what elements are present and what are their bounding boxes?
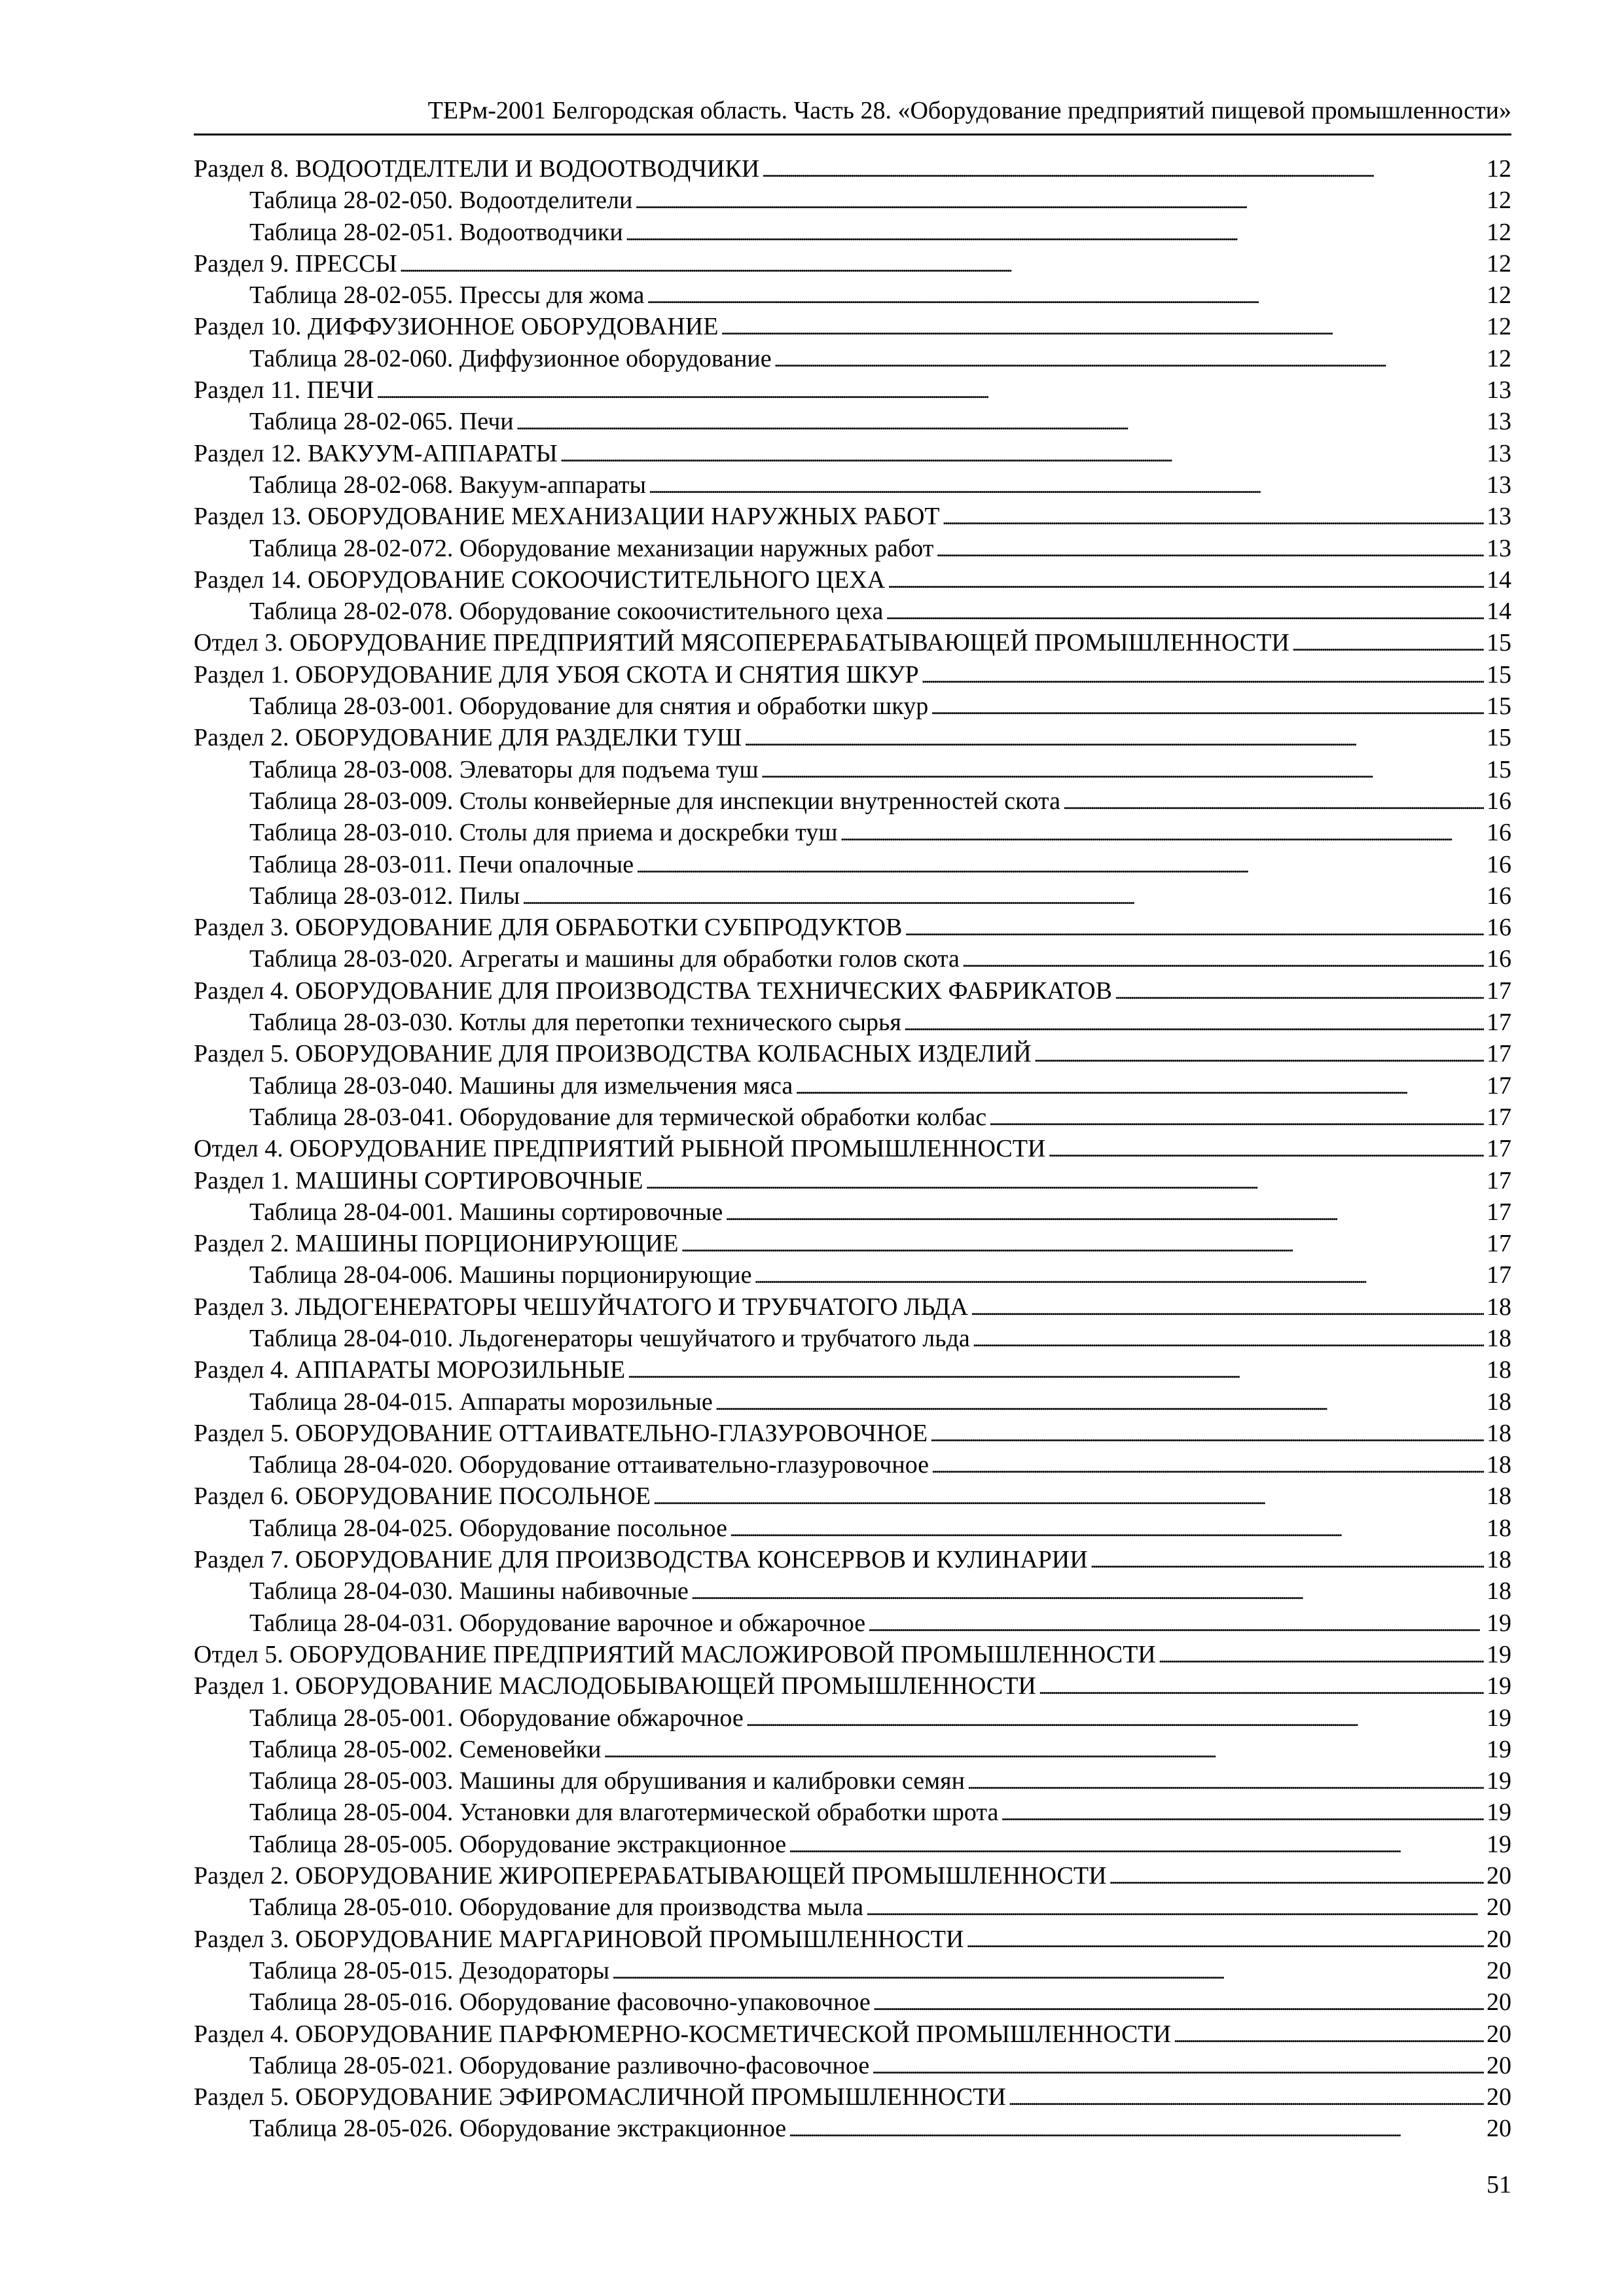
dot-leader [762, 153, 1484, 185]
toc-entry-page: 17 [1487, 1261, 1511, 1289]
toc-entry-page: 18 [1487, 1577, 1511, 1605]
toc-entry-title: Таблица 28-05-010. Оборудование для производства мыла [249, 1893, 863, 1922]
dot-leader [872, 2050, 1484, 2081]
dot-leader [691, 1575, 1484, 1607]
toc-entry-title: Раздел 5. ОБОРУДОВАНИЕ ДЛЯ ПРОИЗВОДСТВА КОЛБАСНЫХ ИЗДЕЛИЙ [194, 1040, 1032, 1068]
toc-section-entry[interactable] [194, 2081, 1511, 2113]
dot-leader [612, 1955, 1484, 1986]
toc-section-entry[interactable] [194, 659, 1511, 691]
toc-entry-title: Раздел 5. ОБОРУДОВАНИЕ ОТТАИВАТЕЛЬНО-ГЛАЗУРОВОЧНОЕ [194, 1419, 928, 1447]
dot-leader [866, 1892, 1484, 1923]
dot-leader [715, 1386, 1484, 1418]
dot-leader [1174, 2018, 1484, 2050]
dot-leader [604, 1734, 1484, 1765]
toc-entry-title: Таблица 28-05-004. Установки для влаготермической обработки шрота [249, 1799, 999, 1827]
toc-entry-page: 15 [1487, 724, 1511, 752]
toc-entry-title: Раздел 2. МАШИНЫ ПОРЦИОНИРУЮЩИЕ [194, 1230, 679, 1258]
dot-leader [1115, 975, 1484, 1007]
toc-table-entry[interactable] [194, 1955, 1511, 1986]
toc-entry-title: Раздел 2. ОБОРУДОВАНИЕ ДЛЯ РАЗДЕЛКИ ТУШ [194, 724, 742, 752]
toc-table-entry[interactable] [194, 533, 1511, 564]
toc-section-entry[interactable] [194, 1291, 1511, 1323]
toc-entry-page: 19 [1487, 1767, 1511, 1795]
table-of-contents [194, 153, 1511, 2145]
toc-entry-title: Таблица 28-02-072. Оборудование механизации наружных работ [249, 534, 934, 562]
toc-entry-title: Таблица 28-04-030. Машины набивочные [249, 1577, 689, 1605]
toc-section-entry[interactable] [194, 722, 1511, 753]
toc-entry-title: Таблица 28-02-060. Диффузионное оборудование [249, 344, 772, 372]
toc-section-entry[interactable] [194, 311, 1511, 342]
dot-leader [1292, 627, 1484, 658]
dot-leader [936, 533, 1484, 564]
dot-leader [761, 754, 1484, 785]
toc-table-entry[interactable] [194, 1892, 1511, 1923]
toc-entry-title: Таблица 28-04-031. Оборудование варочное и обжарочное [249, 1609, 866, 1637]
toc-entry-page: 16 [1487, 882, 1511, 910]
toc-section-entry[interactable] [194, 501, 1511, 532]
toc-section-entry[interactable] [194, 627, 1511, 658]
toc-entry-title: Раздел 2. ОБОРУДОВАНИЕ ЖИРОПЕРЕРАБАТЫВАЮЩЕЙ ПРОМЫШЛЕННОСТИ [194, 1862, 1107, 1890]
toc-entry-page: 18 [1487, 1514, 1511, 1542]
toc-entry-page: 17 [1487, 1071, 1511, 1100]
toc-table-entry[interactable] [194, 849, 1511, 880]
dot-leader [1063, 785, 1484, 817]
toc-entry-page: 18 [1487, 1388, 1511, 1416]
toc-entry-title: Раздел 1. МАШИНЫ СОРТИРОВОЧНЫЕ [194, 1166, 643, 1194]
toc-table-entry[interactable] [194, 185, 1511, 216]
toc-table-entry[interactable] [194, 1323, 1511, 1354]
toc-table-entry[interactable] [194, 1196, 1511, 1228]
toc-table-entry[interactable] [194, 406, 1511, 437]
dot-leader [888, 564, 1484, 596]
toc-entry-page: 19 [1487, 1799, 1511, 1827]
toc-entry-title: Таблица 28-03-040. Машины для измельчения мяса [249, 1071, 793, 1100]
toc-section-entry[interactable] [194, 1038, 1511, 1069]
toc-entry-page: 13 [1487, 408, 1511, 436]
toc-entry-title: Таблица 28-02-050. Водоотделители [249, 187, 633, 215]
dot-leader [649, 469, 1484, 501]
toc-entry-title: Раздел 4. ОБОРУДОВАНИЕ ДЛЯ ПРОИЗВОДСТВА ТЕХНИЧЕСКИХ ФАБРИКАТОВ [194, 977, 1112, 1005]
toc-entry-title: Таблица 28-03-012. Пилы [249, 882, 520, 910]
toc-entry-page: 20 [1487, 2020, 1511, 2048]
dot-leader [943, 501, 1484, 532]
toc-table-entry[interactable] [194, 1734, 1511, 1765]
toc-entry-page: 12 [1487, 281, 1511, 310]
toc-section-entry[interactable] [194, 374, 1511, 406]
dot-leader [1001, 1797, 1484, 1828]
toc-section-entry[interactable] [194, 1639, 1511, 1670]
dot-leader [744, 722, 1484, 753]
toc-entry-page: 20 [1487, 1925, 1511, 1953]
toc-entry-title: Таблица 28-03-010. Столы для приема и доскребки туш [249, 819, 838, 847]
toc-section-entry[interactable] [194, 1480, 1511, 1512]
toc-entry-page: 20 [1487, 1988, 1511, 2017]
toc-section-entry[interactable] [194, 438, 1511, 469]
toc-section-entry[interactable] [194, 975, 1511, 1007]
dot-leader [973, 1323, 1484, 1354]
toc-entry-title: Раздел 9. ПРЕССЫ [194, 249, 397, 278]
toc-section-entry[interactable] [194, 1228, 1511, 1259]
toc-entry-page: 18 [1487, 1324, 1511, 1352]
toc-table-entry[interactable] [194, 2113, 1511, 2144]
toc-entry-title: Таблица 28-04-001. Машины сортировочные [249, 1198, 723, 1226]
dot-leader [626, 217, 1484, 248]
toc-section-entry[interactable] [194, 1860, 1511, 1892]
toc-table-entry[interactable] [194, 1259, 1511, 1291]
toc-entry-title: Таблица 28-05-003. Машины для обрушивания и калибровки семян [249, 1767, 965, 1795]
dot-leader [560, 438, 1484, 469]
toc-entry-title: Раздел 1. ОБОРУДОВАНИЕ МАСЛОДОБЫВАЮЩЕЙ ПРОМЫШЛЕННОСТИ [194, 1672, 1036, 1700]
dot-leader [647, 279, 1484, 311]
toc-entry-title: Таблица 28-03-041. Оборудование для термической обработки колбас [249, 1103, 987, 1131]
toc-entry-title: Таблица 28-03-009. Столы конвейерные для инспекции внутренностей скота [249, 787, 1060, 815]
toc-section-entry[interactable] [194, 564, 1511, 596]
toc-entry-page: 16 [1487, 914, 1511, 942]
dot-leader [905, 912, 1484, 943]
toc-entry-page: 20 [1487, 2051, 1511, 2079]
dot-leader [789, 2113, 1484, 2144]
toc-entry-page: 18 [1487, 1451, 1511, 1479]
toc-entry-title: Таблица 28-04-020. Оборудование оттаивательно-глазуровочное [249, 1451, 929, 1479]
toc-entry-page: 12 [1487, 313, 1511, 341]
dot-leader [721, 311, 1484, 342]
dot-leader [774, 343, 1484, 374]
toc-table-entry[interactable] [194, 1007, 1511, 1038]
toc-entry-page: 14 [1487, 565, 1511, 594]
toc-entry-page: 17 [1487, 1040, 1511, 1068]
dot-leader [795, 1070, 1484, 1102]
toc-entry-page: 15 [1487, 755, 1511, 783]
toc-entry-page: 18 [1487, 1356, 1511, 1384]
toc-entry-title: Таблица 28-04-015. Аппараты морозильные [249, 1388, 713, 1416]
toc-entry-title: Таблица 28-05-005. Оборудование экстракционное [249, 1830, 787, 1858]
toc-table-entry[interactable] [194, 1765, 1511, 1797]
toc-entry-page: 20 [1487, 1956, 1511, 1984]
page-number: 51 [1487, 2171, 1511, 2198]
toc-entry-title: Таблица 28-05-002. Семеновейки [249, 1735, 602, 1763]
toc-entry-title: Таблица 28-03-020. Агрегаты и машины для обработки голов скота [249, 945, 960, 973]
toc-section-entry[interactable] [194, 912, 1511, 943]
toc-entry-page: 18 [1487, 1546, 1511, 1574]
dot-leader [400, 248, 1484, 279]
toc-entry-page: 12 [1487, 218, 1511, 246]
toc-entry-page: 19 [1487, 1830, 1511, 1858]
toc-entry-page: 16 [1487, 945, 1511, 973]
toc-entry-title: Таблица 28-03-008. Элеваторы для подъема туш [249, 755, 759, 783]
toc-section-entry[interactable] [194, 1418, 1511, 1449]
toc-entry-title: Таблица 28-04-025. Оборудование посольное [249, 1514, 727, 1542]
dot-leader [746, 1702, 1484, 1734]
toc-entry-page: 17 [1487, 1198, 1511, 1226]
toc-table-entry[interactable] [194, 596, 1511, 627]
toc-table-entry[interactable] [194, 943, 1511, 975]
toc-section-entry[interactable] [194, 2018, 1511, 2050]
toc-entry-page: 20 [1487, 2083, 1511, 2111]
toc-entry-title: Раздел 6. ОБОРУДОВАНИЕ ПОСОЛЬНОЕ [194, 1482, 651, 1511]
toc-entry-title: Отдел 3. ОБОРУДОВАНИЕ ПРЕДПРИЯТИЙ МЯСОПЕРЕРАБАТЫВАЮЩЕЙ ПРОМЫШЛЕННОСТИ [194, 629, 1290, 657]
toc-entry-title: Таблица 28-03-001. Оборудование для снятия и обработки шкур [249, 692, 929, 721]
toc-table-entry[interactable] [194, 880, 1511, 912]
toc-entry-page: 12 [1487, 155, 1511, 183]
toc-table-entry[interactable] [194, 1070, 1511, 1102]
toc-section-entry[interactable] [194, 1924, 1511, 1955]
dot-leader [873, 1986, 1484, 2018]
toc-table-entry[interactable] [194, 2050, 1511, 2081]
toc-entry-title: Таблица 28-03-011. Печи опалочные [249, 850, 634, 878]
dot-leader [653, 1480, 1484, 1512]
toc-entry-page: 14 [1487, 598, 1511, 626]
toc-table-entry[interactable] [194, 469, 1511, 501]
toc-entry-page: 13 [1487, 503, 1511, 531]
toc-entry-title: Раздел 3. ОБОРУДОВАНИЕ ДЛЯ ОБРАБОТКИ СУБПРОДУКТОВ [194, 914, 903, 942]
toc-entry-title: Раздел 5. ОБОРУДОВАНИЕ ЭФИРОМАСЛИЧНОЙ ПРОМЫШЛЕННОСТИ [194, 2083, 1006, 2111]
toc-table-entry[interactable] [194, 817, 1511, 848]
dot-leader [681, 1228, 1484, 1259]
toc-entry-page: 15 [1487, 692, 1511, 721]
toc-entry-page: 19 [1487, 1735, 1511, 1763]
dot-leader [522, 880, 1484, 912]
toc-entry-title: Таблица 28-02-078. Оборудование сокоочистительного цеха [249, 598, 884, 626]
dot-leader [1039, 1670, 1484, 1702]
toc-entry-title: Таблица 28-02-065. Печи [249, 408, 514, 436]
toc-entry-page: 12 [1487, 187, 1511, 215]
toc-entry-page: 17 [1487, 1135, 1511, 1163]
toc-entry-title: Таблица 28-05-016. Оборудование фасовочно-упаковочное [249, 1988, 871, 2017]
toc-table-entry[interactable] [194, 343, 1511, 374]
toc-entry-title: Раздел 3. ЛЬДОГЕНЕРАТОРЫ ЧЕШУЙЧАТОГО И ТРУБЧАТОГО ЛЬДА [194, 1293, 969, 1321]
dot-leader [1034, 1038, 1484, 1069]
toc-section-entry[interactable] [194, 248, 1511, 279]
toc-table-entry[interactable] [194, 1702, 1511, 1734]
toc-table-entry[interactable] [194, 1829, 1511, 1860]
dot-leader [628, 1354, 1484, 1386]
toc-section-entry[interactable] [194, 1544, 1511, 1575]
dot-leader [904, 1007, 1484, 1038]
toc-entry-title: Таблица 28-02-055. Прессы для жома [249, 281, 645, 310]
dot-leader [989, 1102, 1484, 1133]
toc-entry-title: Раздел 1. ОБОРУДОВАНИЕ ДЛЯ УБОЯ СКОТА И СНЯТИЯ ШКУР [194, 660, 919, 689]
toc-entry-title: Раздел 7. ОБОРУДОВАНИЕ ДЛЯ ПРОИЗВОДСТВА КОНСЕРВОВ И КУЛИНАРИИ [194, 1546, 1088, 1574]
toc-entry-title: Таблица 28-02-068. Вакуум-аппараты [249, 471, 647, 499]
toc-entry-title: Таблица 28-04-006. Машины порционирующие [249, 1261, 752, 1289]
toc-entry-page: 17 [1487, 1230, 1511, 1258]
dot-leader [1048, 1133, 1484, 1164]
dot-leader [967, 1765, 1484, 1797]
dot-leader [966, 1924, 1484, 1955]
toc-table-entry[interactable] [194, 1607, 1511, 1639]
dot-leader [789, 1829, 1484, 1860]
header-divider [194, 134, 1511, 135]
toc-table-entry[interactable] [194, 1449, 1511, 1480]
dot-leader [516, 406, 1484, 437]
dot-leader [725, 1196, 1484, 1228]
toc-entry-page: 20 [1487, 1862, 1511, 1890]
dot-leader [840, 817, 1484, 848]
toc-table-entry[interactable] [194, 217, 1511, 248]
toc-entry-title: Раздел 4. АППАРАТЫ МОРОЗИЛЬНЫЕ [194, 1356, 626, 1384]
toc-entry-page: 17 [1487, 977, 1511, 1005]
toc-entry-page: 15 [1487, 629, 1511, 657]
dot-leader [646, 1165, 1485, 1196]
toc-entry-title: Раздел 12. ВАКУУМ-АППАРАТЫ [194, 439, 558, 467]
toc-entry-page: 13 [1487, 471, 1511, 499]
toc-entry-page: 13 [1487, 439, 1511, 467]
dot-leader [962, 943, 1484, 975]
toc-entry-page: 18 [1487, 1293, 1511, 1321]
toc-entry-page: 20 [1487, 2115, 1511, 2143]
toc-entry-page: 19 [1487, 1672, 1511, 1700]
dot-leader [636, 849, 1484, 880]
dot-leader [868, 1607, 1484, 1639]
dot-leader [1110, 1860, 1484, 1892]
toc-table-entry[interactable] [194, 279, 1511, 311]
dot-leader [754, 1259, 1484, 1291]
dot-leader [1009, 2081, 1484, 2113]
toc-entry-page: 12 [1487, 344, 1511, 372]
toc-section-entry[interactable] [194, 1165, 1511, 1196]
toc-entry-title: Таблица 28-02-051. Водоотводчики [249, 218, 623, 246]
toc-entry-title: Раздел 3. ОБОРУДОВАНИЕ МАРГАРИНОВОЙ ПРОМЫШЛЕННОСТИ [194, 1925, 964, 1953]
dot-leader [635, 185, 1484, 216]
toc-table-entry[interactable] [194, 1986, 1511, 2018]
toc-entry-page: 19 [1487, 1640, 1511, 1668]
toc-entry-title: Раздел 11. ПЕЧИ [194, 376, 374, 404]
toc-section-entry[interactable] [194, 153, 1511, 185]
toc-entry-page: 18 [1487, 1419, 1511, 1447]
toc-entry-title: Таблица 28-05-021. Оборудование разливочно-фасовочное [249, 2051, 870, 2079]
toc-entry-page: 12 [1487, 249, 1511, 278]
toc-entry-title: Отдел 5. ОБОРУДОВАНИЕ ПРЕДПРИЯТИЙ МАСЛОЖИРОВОЙ ПРОМЫШЛЕННОСТИ [194, 1640, 1156, 1668]
toc-entry-page: 13 [1487, 376, 1511, 404]
toc-section-entry[interactable] [194, 1354, 1511, 1386]
toc-table-entry[interactable] [194, 1575, 1511, 1607]
toc-entry-title: Раздел 14. ОБОРУДОВАНИЕ СОКООЧИСТИТЕЛЬНОГО ЦЕХА [194, 565, 886, 594]
toc-section-entry[interactable] [194, 1133, 1511, 1164]
toc-table-entry[interactable] [194, 785, 1511, 817]
toc-entry-page: 17 [1487, 1103, 1511, 1131]
toc-entry-title: Таблица 28-04-010. Льдогенераторы чешуйчатого и трубчатого льда [249, 1324, 970, 1352]
toc-table-entry[interactable] [194, 1513, 1511, 1544]
toc-entry-page: 13 [1487, 534, 1511, 562]
dot-leader [730, 1513, 1484, 1544]
dot-leader [376, 374, 1484, 406]
toc-table-entry[interactable] [194, 691, 1511, 722]
toc-entry-page: 16 [1487, 787, 1511, 815]
toc-entry-page: 16 [1487, 819, 1511, 847]
dot-leader [931, 691, 1484, 722]
toc-entry-title: Таблица 28-05-026. Оборудование экстракционное [249, 2115, 787, 2143]
dot-leader [931, 1449, 1484, 1480]
dot-leader [971, 1291, 1484, 1323]
toc-entry-page: 16 [1487, 850, 1511, 878]
toc-entry-title: Раздел 8. ВОДООТДЕЛТЕЛИ И ВОДООТВОДЧИКИ [194, 155, 760, 183]
dot-leader [922, 659, 1484, 691]
toc-entry-page: 20 [1487, 1893, 1511, 1922]
toc-section-entry[interactable] [194, 1670, 1511, 1702]
toc-entry-page: 18 [1487, 1482, 1511, 1511]
toc-entry-page: 19 [1487, 1704, 1511, 1732]
toc-entry-title: Таблица 28-03-030. Котлы для перетопки технического сырья [249, 1009, 901, 1037]
toc-entry-title: Раздел 4. ОБОРУДОВАНИЕ ПАРФЮМЕРНО-КОСМЕТИЧЕСКОЙ ПРОМЫШЛЕННОСТИ [194, 2020, 1172, 2048]
toc-entry-title: Таблица 28-05-001. Оборудование обжарочное [249, 1704, 744, 1732]
toc-table-entry[interactable] [194, 754, 1511, 785]
dot-leader [1091, 1544, 1484, 1575]
toc-table-entry[interactable] [194, 1102, 1511, 1133]
toc-entry-page: 17 [1487, 1166, 1511, 1194]
dot-leader [886, 596, 1484, 627]
dot-leader [930, 1418, 1484, 1449]
dot-leader [1159, 1639, 1484, 1670]
toc-table-entry[interactable] [194, 1797, 1511, 1828]
toc-table-entry[interactable] [194, 1386, 1511, 1418]
toc-entry-title: Таблица 28-05-015. Дезодораторы [249, 1956, 610, 1984]
toc-entry-title: Раздел 13. ОБОРУДОВАНИЕ МЕХАНИЗАЦИИ НАРУЖНЫХ РАБОТ [194, 503, 940, 531]
toc-entry-title: Отдел 4. ОБОРУДОВАНИЕ ПРЕДПРИЯТИЙ РЫБНОЙ ПРОМЫШЛЕННОСТИ [194, 1135, 1046, 1163]
toc-entry-page: 17 [1487, 1009, 1511, 1037]
running-header: ТЕРм-2001 Белгородская область. Часть 28. «Оборудование предприятий пищевой промышленности» [427, 97, 1511, 124]
toc-entry-page: 15 [1487, 660, 1511, 689]
toc-entry-title: Раздел 10. ДИФФУЗИОННОЕ ОБОРУДОВАНИЕ [194, 313, 719, 341]
toc-entry-page: 19 [1487, 1609, 1511, 1637]
